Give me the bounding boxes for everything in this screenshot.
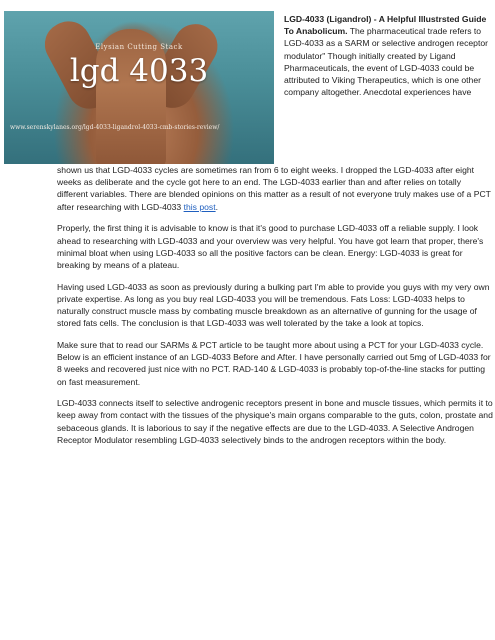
paragraph-4: Make sure that to read our SARMs & PCT article to be taught more about using a PCT for your LGD-4033 cycle. Below is an efficient instance of an LGD-4033 Before and After. I have personally carried out 5mg of LGD-4033 for 8 weeks and recovered just nice with no PCT. RAD-140 & LGD-4033 is probably top-of-the-line stacks for putting on fast measurement.: [57, 339, 491, 387]
intro-continuation-text: shown us that LGD-4033 cycles are sometimes ran from 6 to eight weeks. I dropped the LGD-4033 after eight weeks as deliberate and the cycle got here to an end. The LGD-4033 earlier than and after relies on totally different variables. There are blended opinions on this matter as a result of not everyone truly makes use of a PCT after researching with LGD-4033: [57, 165, 491, 212]
hero-title: lgd 4033: [69, 53, 209, 89]
hero-subtitle: Elysian Cutting Stack: [95, 43, 183, 51]
intro-continuation-end: .: [215, 201, 218, 212]
article-heading: LGD-4033 (Ligandrol) - A Helpful Illustrsted Guide To Anabolicum.: [284, 14, 487, 37]
hero-url: www.serenskylanes.org/lgd-4033-ligandrol-4033-cmb-stories-review/: [10, 124, 220, 131]
this-post-link[interactable]: this post: [183, 201, 216, 212]
paragraph-5: LGD-4033 connects itself to selective androgenic receptors present in bone and muscle tissues, which permits it to keep away from contact with the tissues of the physique's main organs comparable to the guts, colon, prostate and sebaceous glands. It is laborious to say if the negative effects are due to the LGD-4033. A Selective Androgen Receptor Modulator resembling LGD-4033 selectively binds to the androgen receptors within the body.: [57, 398, 493, 445]
article-body: [57, 164, 493, 456]
intro-side-column: [284, 13, 490, 98]
paragraph-3: Having used LGD-4033 as soon as previously during a bulking part I'm able to provide you guys with my very own private expertise. As long as you buy real LGD-4033 you will be tremendous. Fats Loss: LGD-4033 helps to naturally construct muscle mass by combating muscle breakdown as an alternative of gunning for the usage of stored fats cells. The conclusion is that LGD-4033 was well tolerated by the take a look at topics.: [57, 281, 490, 329]
intro-continuation: [57, 164, 493, 213]
hero-image: [4, 11, 274, 164]
paragraph-2: Properly, the first thing it is advisable to know is that it's good to purchase LGD-4033 off a reliable supply. I look ahead to researching with LGD-4033 and your overview was very helpful. You have got learn that proper, there's minimal bloat when using LGD-4033 so all the positive factors can be clean. Energy: LGD-4033 is great for breaking by means of a plateau.: [57, 223, 484, 270]
intro-side-text: The pharmaceutical trade refers to LGD-4033 as a SARM or selective androgen receptor modulator" Though initially created by Ligand Pharmaceuticals, the event of LGD-4033 could be attributed to Viking Therapeutics, which is one other company altogether. Anecdotal experiences have: [284, 26, 488, 98]
